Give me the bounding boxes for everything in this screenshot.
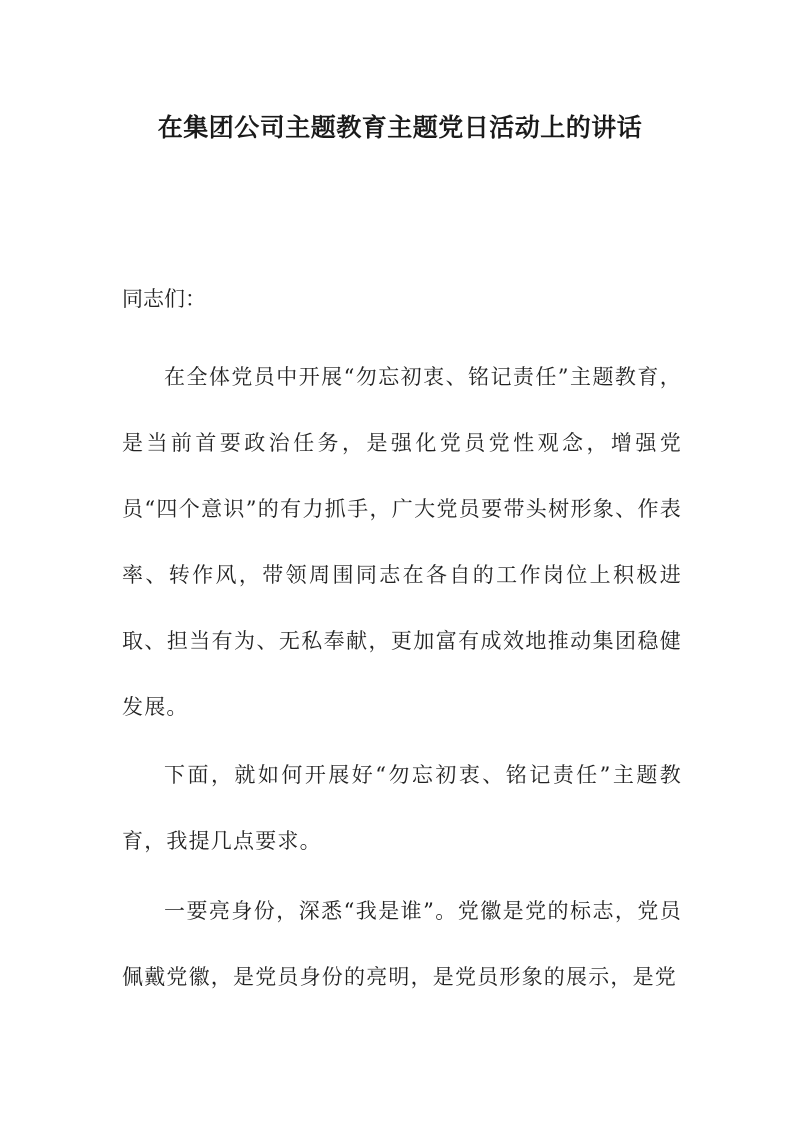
paragraph-3: 一要亮身份，深悉“我是谁”。党徽是党的标志，党员佩戴党徽，是党员身份的亮明，是党员形象的展示，是党	[122, 899, 682, 989]
paragraph-1: 在全体党员中开展“勿忘初衷、铭记责任”主题教育，是当前首要政治任务，是强化党员党性观念，增强党员“四个意识”的有力抓手，广大党员要带头树形象、作表率、转作风，带领周围同志在各自的工作岗位上积极进取、担当有为、无私奉献，更加富有成效地推动集团稳健发展。	[122, 365, 682, 719]
salutation: 同志们：	[122, 287, 206, 311]
document-title: 在集团公司主题教育主题党日活动上的讲话	[157, 113, 643, 142]
paragraph-2: 下面，就如何开展好“勿忘初衷、铭记责任”主题教育，我提几点要求。	[122, 763, 682, 853]
